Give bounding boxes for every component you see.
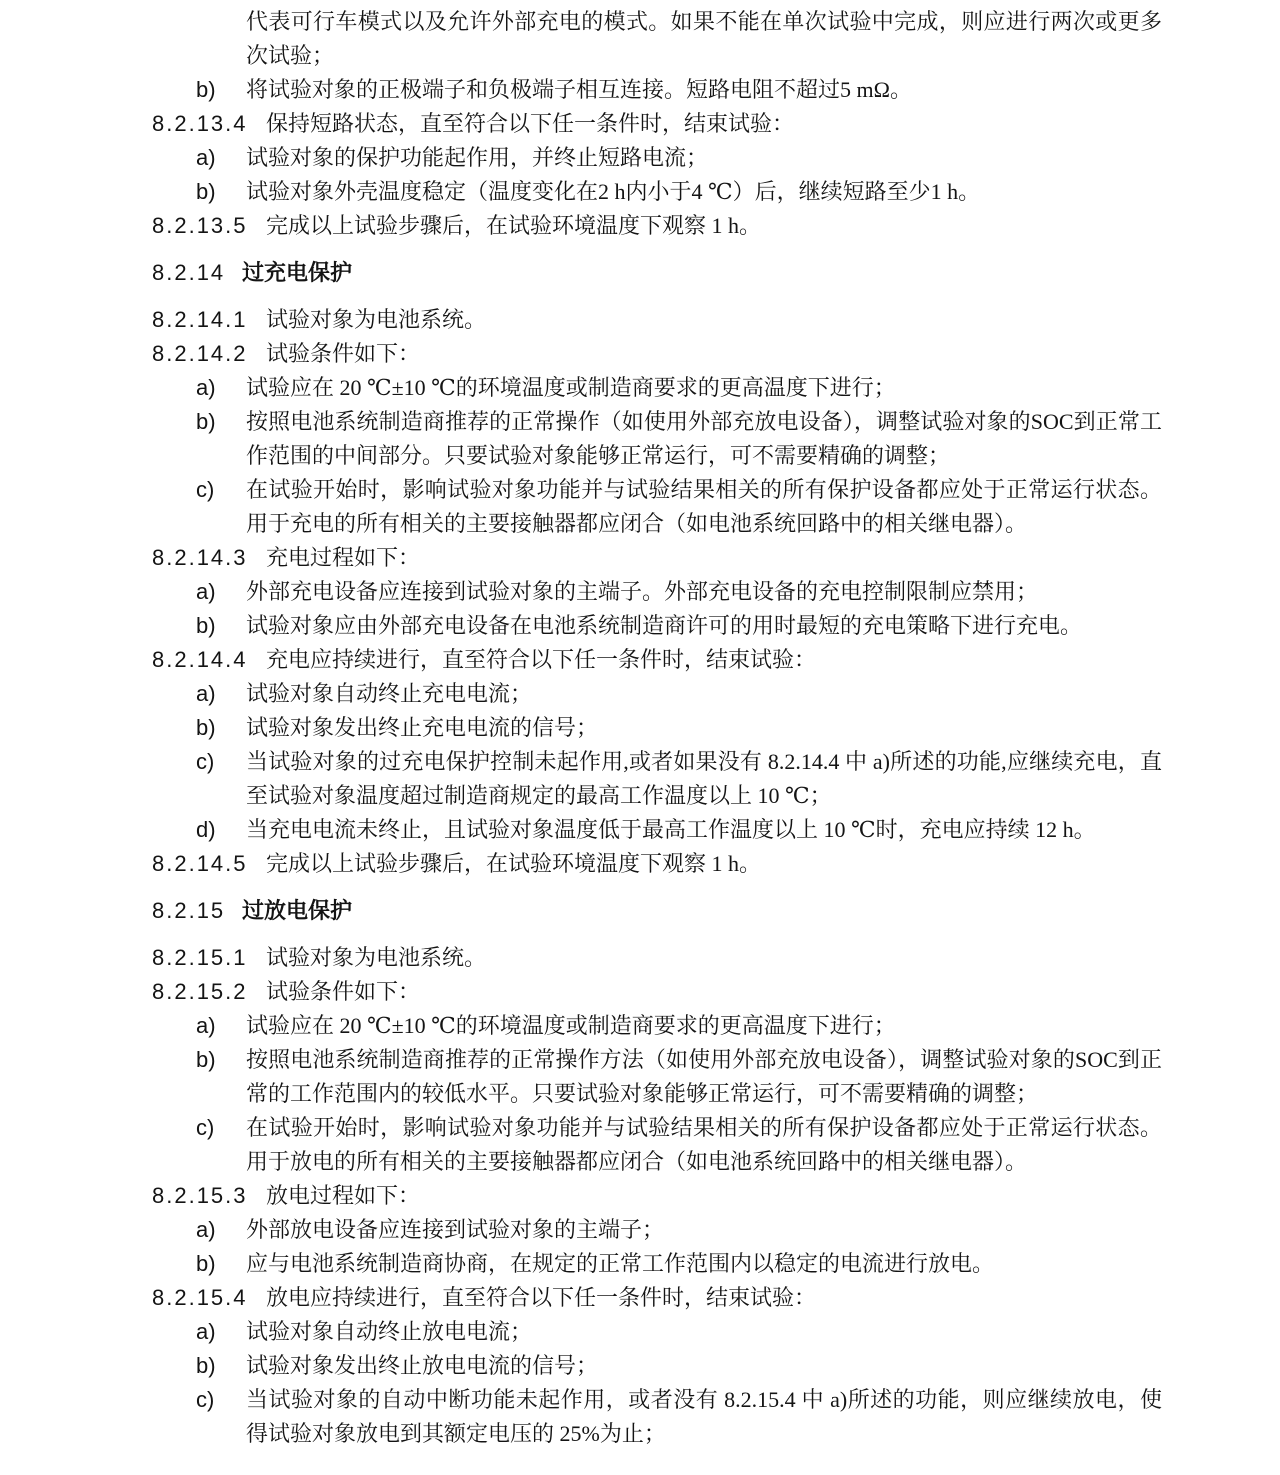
list-item bbox=[152, 575, 1162, 609]
clause bbox=[152, 209, 1162, 243]
list-item bbox=[152, 1247, 1162, 1281]
list-item-text: 外部充电设备应连接到试验对象的主端子。外部充电设备的充电控制限制应禁用； bbox=[246, 579, 1039, 604]
list-item bbox=[152, 405, 1162, 473]
list-item-marker: b) bbox=[196, 613, 216, 638]
clause-number: 8.2.13.5 bbox=[152, 213, 248, 238]
clause-text: 试验条件如下： bbox=[266, 341, 421, 366]
clause-number: 8.2.14.3 bbox=[152, 545, 248, 570]
clause bbox=[152, 337, 1162, 371]
clause-text: 试验对象为电池系统。 bbox=[266, 945, 487, 970]
list-item-text: 试验对象的保护功能起作用，并终止短路电流； bbox=[246, 145, 709, 170]
clause-number: 8.2.14.1 bbox=[152, 307, 248, 332]
list-item-text: 试验应在 20 ℃±10 ℃的环境温度或制造商要求的更高温度下进行； bbox=[246, 375, 896, 400]
list-item bbox=[152, 473, 1162, 541]
list-item-marker: a) bbox=[196, 1319, 216, 1344]
clause bbox=[152, 303, 1162, 337]
clause bbox=[152, 107, 1162, 141]
list-item-text: 应与电池系统制造商协商，在规定的正常工作范围内以稳定的电流进行放电。 bbox=[246, 1251, 995, 1276]
list-item bbox=[152, 1111, 1162, 1179]
list-item-text: 试验对象外壳温度稳定（温度变化在2 h内小于4 ℃）后，继续短路至少1 h。 bbox=[246, 179, 981, 204]
list-item-text: 按照电池系统制造商推荐的正常操作方法（如使用外部充放电设备），调整试验对象的SOC到正常的工作范围内的较低水平。只要试验对象能够正常运行，可不需要精确的调整； bbox=[246, 1047, 1162, 1106]
list-item bbox=[152, 1009, 1162, 1043]
list-item-marker: b) bbox=[196, 409, 216, 434]
clause bbox=[152, 541, 1162, 575]
list-item-marker: d) bbox=[196, 817, 216, 842]
list-item bbox=[152, 73, 1162, 107]
clause bbox=[152, 941, 1162, 975]
clause bbox=[152, 643, 1162, 677]
clause-text: 充电应持续进行，直至符合以下任一条件时，结束试验： bbox=[266, 647, 817, 672]
list-item bbox=[152, 1213, 1162, 1247]
list-item-marker: a) bbox=[196, 1217, 216, 1242]
list-item-text: 在试验开始时，影响试验对象功能并与试验结果相关的所有保护设备都应处于正常运行状态。用于充电的所有相关的主要接触器都应闭合（如电池系统回路中的相关继电器）。 bbox=[246, 477, 1162, 536]
section-title: 过放电保护 bbox=[242, 898, 353, 923]
list-item-marker: c) bbox=[196, 1387, 215, 1412]
list-item-marker: b) bbox=[196, 1251, 216, 1276]
list-item-text: 将试验对象的正极端子和负极端子相互连接。短路电阻不超过5 mΩ。 bbox=[246, 77, 912, 102]
list-item-text: 按照电池系统制造商推荐的正常操作（如使用外部充放电设备），调整试验对象的SOC到正常工作范围的中间部分。只要试验对象能够正常运行，可不需要精确的调整； bbox=[246, 409, 1162, 468]
paragraph-continuation: 代表可行车模式以及允许外部充电的模式。如果不能在单次试验中完成，则应进行两次或更多次试验； bbox=[246, 9, 1162, 68]
list-item bbox=[152, 141, 1162, 175]
clause-text: 试验对象为电池系统。 bbox=[266, 307, 487, 332]
list-item-marker: a) bbox=[196, 579, 216, 604]
list-item-marker: c) bbox=[196, 1115, 215, 1140]
list-item-text: 当试验对象的过充电保护控制未起作用,或者如果没有 8.2.14.4 中 a)所述的功能,应继续充电，直至试验对象温度超过制造商规定的最高工作温度以上 10 ℃； bbox=[246, 749, 1162, 808]
clause bbox=[152, 847, 1162, 881]
section-number: 8.2.15 bbox=[152, 898, 226, 923]
clause-text: 放电应持续进行，直至符合以下任一条件时，结束试验： bbox=[266, 1285, 817, 1310]
section-number: 8.2.14 bbox=[152, 260, 226, 285]
clause-number: 8.2.15.2 bbox=[152, 979, 248, 1004]
clause-number: 8.2.14.4 bbox=[152, 647, 248, 672]
list-item bbox=[152, 745, 1162, 813]
list-item bbox=[152, 1315, 1162, 1349]
list-item bbox=[152, 1349, 1162, 1383]
clause-number: 8.2.15.3 bbox=[152, 1183, 248, 1208]
list-item-text: 试验对象发出终止放电电流的信号； bbox=[246, 1353, 599, 1378]
clause bbox=[152, 975, 1162, 1009]
list-item bbox=[152, 371, 1162, 405]
clause-text: 完成以上试验步骤后，在试验环境温度下观察 1 h。 bbox=[266, 213, 762, 238]
list-item-marker: b) bbox=[196, 1353, 216, 1378]
clause-number: 8.2.14.5 bbox=[152, 851, 248, 876]
list-item-marker: b) bbox=[196, 1047, 216, 1072]
list-item-text: 在试验开始时，影响试验对象功能并与试验结果相关的所有保护设备都应处于正常运行状态。用于放电的所有相关的主要接触器都应闭合（如电池系统回路中的相关继电器）。 bbox=[246, 1115, 1162, 1174]
clause bbox=[152, 1281, 1162, 1315]
section-heading bbox=[152, 894, 1162, 928]
clause-text: 充电过程如下： bbox=[266, 545, 421, 570]
section-heading bbox=[152, 256, 1162, 290]
list-item bbox=[152, 813, 1162, 847]
list-item-text: 试验对象发出终止充电电流的信号； bbox=[246, 715, 599, 740]
list-item bbox=[152, 677, 1162, 711]
list-item-text: 当试验对象的自动中断功能未起作用，或者没有 8.2.15.4 中 a)所述的功能，则应继续放电，使得试验对象放电到其额定电压的 25%为止； bbox=[246, 1387, 1162, 1446]
list-item-marker: c) bbox=[196, 749, 215, 774]
list-item bbox=[152, 609, 1162, 643]
list-item bbox=[152, 1383, 1162, 1451]
list-item-text: 试验对象自动终止放电电流； bbox=[246, 1319, 533, 1344]
list-item bbox=[152, 711, 1162, 745]
list-item-marker: c) bbox=[196, 477, 215, 502]
section-title: 过充电保护 bbox=[242, 260, 353, 285]
list-item-text: 外部放电设备应连接到试验对象的主端子； bbox=[246, 1217, 665, 1242]
clause-text: 放电过程如下： bbox=[266, 1183, 421, 1208]
clause bbox=[152, 1179, 1162, 1213]
list-item-marker: a) bbox=[196, 1013, 216, 1038]
clause-text: 完成以上试验步骤后，在试验环境温度下观察 1 h。 bbox=[266, 851, 762, 876]
list-item-marker: b) bbox=[196, 77, 216, 102]
clause-number: 8.2.14.2 bbox=[152, 341, 248, 366]
clause-number: 8.2.15.1 bbox=[152, 945, 248, 970]
clause-text: 保持短路状态，直至符合以下任一条件时，结束试验： bbox=[266, 111, 795, 136]
list-item-marker: b) bbox=[196, 179, 216, 204]
list-item-marker: a) bbox=[196, 375, 216, 400]
clause-text: 试验条件如下： bbox=[266, 979, 421, 1004]
clause-number: 8.2.15.4 bbox=[152, 1285, 248, 1310]
list-item-marker: a) bbox=[196, 681, 216, 706]
clause-number: 8.2.13.4 bbox=[152, 111, 248, 136]
list-item-text: 当充电电流未终止，且试验对象温度低于最高工作温度以上 10 ℃时，充电应持续 12 h。 bbox=[246, 817, 1096, 842]
list-item-marker: b) bbox=[196, 715, 216, 740]
list-item-marker: a) bbox=[196, 145, 216, 170]
list-item-text: 试验应在 20 ℃±10 ℃的环境温度或制造商要求的更高温度下进行； bbox=[246, 1013, 896, 1038]
list-item-text: 试验对象自动终止充电电流； bbox=[246, 681, 533, 706]
list-item bbox=[152, 175, 1162, 209]
list-item-text: 试验对象应由外部充电设备在电池系统制造商许可的用时最短的充电策略下进行充电。 bbox=[246, 613, 1083, 638]
list-item bbox=[152, 1043, 1162, 1111]
